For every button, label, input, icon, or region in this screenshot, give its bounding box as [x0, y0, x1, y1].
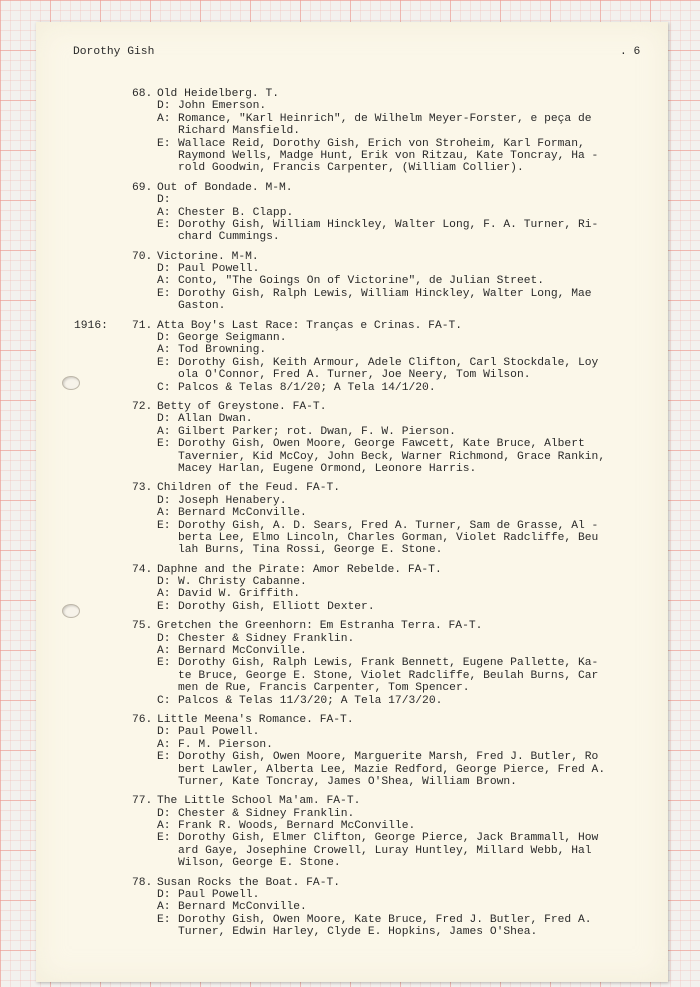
- detail-text: rold Goodwin, Francis Carpenter, (William Collier).: [178, 162, 524, 175]
- entry-detail-line: [74, 726, 605, 738]
- entry-detail-line: [74, 532, 605, 544]
- entry-detail-line: [74, 820, 605, 832]
- entry-title: The Little School Ma'am. FA-T.: [157, 795, 361, 808]
- detail-text: Raymond Wells, Madge Hunt, Erik von Ritzau, Kate Toncray, Ha -: [178, 149, 599, 162]
- detail-label: D:: [157, 100, 171, 113]
- entry-detail-line: [74, 901, 605, 913]
- detail-text: Dorothy Gish, Owen Moore, Marguerite Marsh, Fred J. Butler, Ro: [178, 751, 599, 764]
- entry-detail-line: [74, 832, 605, 844]
- entry-number: 68.: [132, 88, 153, 100]
- entry-detail-line: [74, 808, 605, 820]
- entry-detail-line: [74, 100, 605, 112]
- entry-number: 75.: [132, 620, 153, 633]
- detail-text: F. M. Pierson.: [178, 738, 273, 751]
- entry-detail-line: [74, 739, 605, 751]
- detail-label: E:: [157, 137, 171, 150]
- detail-label: A:: [157, 901, 171, 914]
- entry-year: [74, 795, 132, 807]
- entry-detail-line: [74, 764, 605, 776]
- entry-year: [74, 182, 132, 194]
- entry-year: [74, 564, 132, 576]
- detail-text: Turner, Edwin Harley, Clyde E. Hopkins, James O'Shea.: [178, 926, 538, 939]
- detail-label: E:: [157, 438, 171, 451]
- detail-text: Dorothy Gish, Ralph Lewis, Frank Bennett, Eugene Pallette, Ka-: [178, 657, 599, 670]
- entry-detail-line: [74, 451, 605, 463]
- film-entry: [74, 877, 605, 939]
- entry-title: Out of Bondade. M-M.: [157, 181, 293, 194]
- detail-text: Richard Mansfield.: [178, 125, 301, 138]
- entry-detail-line: [74, 695, 605, 707]
- detail-text: Dorothy Gish, William Hinckley, Walter Long, F. A. Turner, Ri-: [178, 218, 599, 231]
- entry-title: Betty of Greystone. FA-T.: [157, 400, 327, 413]
- film-entry: [74, 401, 605, 475]
- entry-detail-line: [74, 150, 605, 162]
- detail-label: E:: [157, 832, 171, 845]
- detail-label: [157, 150, 178, 162]
- detail-text: bert Lawler, Alberta Lee, Mazie Redford, George Pierce, Fred A.: [178, 763, 606, 776]
- detail-label: D:: [157, 726, 171, 739]
- entry-detail-line: [74, 914, 605, 926]
- entry-detail-line: [74, 332, 605, 344]
- entry-title: Atta Boy's Last Race: Tranças e Crinas. FA-T.: [157, 319, 463, 332]
- entry-detail-line: [74, 382, 605, 394]
- entry-number: 77.: [132, 795, 153, 808]
- entry-title-line: [74, 320, 605, 332]
- entry-detail-line: [74, 633, 605, 645]
- entry-detail-line: [74, 275, 605, 287]
- detail-label: [157, 670, 178, 682]
- detail-label: C:: [157, 694, 171, 707]
- detail-text: John Emerson.: [178, 100, 267, 113]
- typewritten-page: [36, 22, 668, 982]
- entry-detail-line: [74, 125, 605, 137]
- detail-label: [157, 369, 178, 381]
- detail-label: A:: [157, 507, 171, 520]
- detail-text: Dorothy Gish, A. D. Sears, Fred A. Turner, Sam de Grasse, Al -: [178, 519, 599, 532]
- detail-text: Frank R. Woods, Bernard McConville.: [178, 820, 416, 833]
- entry-detail-line: [74, 413, 605, 425]
- entry-number: 74.: [132, 563, 153, 576]
- detail-text: Joseph Henabery.: [178, 494, 287, 507]
- entry-detail-line: [74, 113, 605, 125]
- detail-text: Palcos & Telas 8/1/20; A Tela 14/1/20.: [178, 381, 436, 394]
- entry-title: Victorine. M-M.: [157, 250, 259, 263]
- entry-title-line: [74, 182, 605, 194]
- entry-detail-line: [74, 300, 605, 312]
- detail-label: A:: [157, 206, 171, 219]
- detail-text: ola O'Connor, Fred A. Turner, Joe Neery, Tom Wilson.: [178, 369, 531, 382]
- entry-year: [74, 482, 132, 494]
- detail-label: [157, 845, 178, 857]
- entry-title: Old Heidelberg. T.: [157, 88, 280, 100]
- detail-text: Paul Powell.: [178, 726, 260, 739]
- entry-detail-line: [74, 357, 605, 369]
- entry-year: [74, 877, 132, 889]
- detail-label: A:: [157, 344, 171, 357]
- entry-title: Daphne and the Pirate: Amor Rebelde. FA-T.: [157, 563, 442, 576]
- entry-year: [74, 88, 132, 100]
- detail-label: [157, 300, 178, 312]
- entry-detail-line: [74, 138, 605, 150]
- entry-number: 69.: [132, 181, 153, 194]
- film-entry: [74, 795, 605, 869]
- film-entry: [74, 482, 605, 556]
- entry-detail-line: [74, 162, 605, 174]
- detail-label: C:: [157, 381, 171, 394]
- detail-text: Macey Harlan, Eugene Ormond, Leonore Harris.: [178, 462, 477, 475]
- entry-title-line: [74, 401, 605, 413]
- detail-text: Bernard McConville.: [178, 901, 307, 914]
- detail-text: David W. Griffith.: [178, 588, 301, 601]
- detail-text: Turner, Kate Toncray, James O'Shea, William Brown.: [178, 775, 517, 788]
- detail-text: Tod Browning.: [178, 344, 267, 357]
- detail-text: Allan Dwan.: [178, 413, 253, 426]
- entry-detail-line: [74, 889, 605, 901]
- entry-detail-line: [74, 682, 605, 694]
- film-entry: [74, 714, 605, 788]
- detail-label: [157, 682, 178, 694]
- detail-label: [157, 162, 178, 174]
- detail-text: Gaston.: [178, 300, 226, 313]
- entry-number: 71.: [132, 319, 153, 332]
- film-entry: [74, 620, 605, 707]
- detail-label: A:: [157, 275, 171, 288]
- detail-text: Tavernier, Kid McCoy, John Beck, Warner Richmond, Grace Rankin,: [178, 450, 606, 463]
- detail-text: George Seigmann.: [178, 332, 287, 345]
- detail-label: E:: [157, 600, 171, 613]
- entry-number: 70.: [132, 250, 153, 263]
- detail-text: Wallace Reid, Dorothy Gish, Erich von Stroheim, Karl Forman,: [178, 137, 585, 150]
- entry-title: Susan Rocks the Boat. FA-T.: [157, 876, 341, 889]
- entry-detail-line: [74, 857, 605, 869]
- entry-detail-line: [74, 751, 605, 763]
- page-number: . 6: [620, 46, 641, 58]
- entry-detail-line: [74, 207, 605, 219]
- detail-text: Dorothy Gish, Elliott Dexter.: [178, 600, 375, 613]
- entry-year: [74, 620, 132, 632]
- entry-detail-line: [74, 495, 605, 507]
- entry-detail-line: [74, 344, 605, 356]
- entry-number: 72.: [132, 400, 153, 413]
- detail-text: Bernard McConville.: [178, 645, 307, 658]
- detail-label: [157, 776, 178, 788]
- detail-text: chard Cummings.: [178, 231, 280, 244]
- detail-text: Dorothy Gish, Ralph Lewis, William Hinckley, Walter Long, Mae: [178, 287, 592, 300]
- entry-detail-line: [74, 544, 605, 556]
- entry-title-line: [74, 251, 605, 263]
- detail-label: D:: [157, 332, 171, 345]
- detail-text: Chester & Sidney Franklin.: [178, 632, 355, 645]
- detail-text: Paul Powell.: [178, 263, 260, 276]
- entry-detail-line: [74, 845, 605, 857]
- detail-label: E:: [157, 519, 171, 532]
- detail-label: E:: [157, 356, 171, 369]
- entry-year: [74, 714, 132, 726]
- film-entry: [74, 320, 605, 394]
- detail-label: E:: [157, 751, 171, 764]
- film-entry: [74, 88, 605, 175]
- detail-label: [157, 857, 178, 869]
- entry-detail-line: [74, 263, 605, 275]
- entry-detail-line: [74, 219, 605, 231]
- entry-detail-line: [74, 601, 605, 613]
- entry-detail-line: [74, 426, 605, 438]
- detail-text: Gilbert Parker; rot. Dwan, F. W. Pierson.: [178, 425, 456, 438]
- detail-text: Conto, "The Goings On of Victorine", de Julian Street.: [178, 275, 545, 288]
- detail-label: [157, 463, 178, 475]
- entry-detail-line: [74, 369, 605, 381]
- entry-title-line: [74, 795, 605, 807]
- detail-text: W. Christy Cabanne.: [178, 576, 307, 589]
- detail-label: [157, 231, 178, 243]
- detail-text: Bernard McConville.: [178, 507, 307, 520]
- entry-title: Little Meena's Romance. FA-T.: [157, 713, 354, 726]
- detail-text: berta Lee, Elmo Lincoln, Charles Gorman, Violet Radcliffe, Beu: [178, 531, 599, 544]
- entry-detail-line: [74, 520, 605, 532]
- detail-text: Chester B. Clapp.: [178, 206, 294, 219]
- detail-label: D:: [157, 194, 171, 207]
- entry-number: 78.: [132, 876, 153, 889]
- detail-label: E:: [157, 218, 171, 231]
- detail-text: Romance, "Karl Heinrich", de Wilhelm Meyer-Forster, e peça de: [178, 112, 592, 125]
- detail-label: D:: [157, 632, 171, 645]
- entry-title-line: [74, 88, 605, 100]
- detail-text: Paul Powell.: [178, 889, 260, 902]
- detail-text: Dorothy Gish, Elmer Clifton, George Pierce, Jack Brammall, How: [178, 832, 599, 845]
- detail-text: Dorothy Gish, Owen Moore, Kate Bruce, Fred J. Butler, Fred A.: [178, 913, 592, 926]
- detail-label: [157, 764, 178, 776]
- film-entry: [74, 564, 605, 614]
- detail-label: [157, 926, 178, 938]
- entry-year: [74, 251, 132, 263]
- detail-text: men de Rue, Francis Carpenter, Tom Spencer.: [178, 682, 470, 695]
- entry-detail-line: [74, 776, 605, 788]
- entry-title: Gretchen the Greenhorn: Em Estranha Terra. FA-T.: [157, 620, 483, 633]
- entry-title-line: [74, 877, 605, 889]
- detail-label: A:: [157, 738, 171, 751]
- detail-text: Wilson, George E. Stone.: [178, 857, 341, 870]
- entry-number: 73.: [132, 482, 153, 495]
- detail-text: Dorothy Gish, Keith Armour, Adele Clifton, Carl Stockdale, Loy: [178, 356, 599, 369]
- header-name: Dorothy Gish: [73, 46, 155, 58]
- detail-text: ard Gaye, Josephine Crowell, Luray Huntley, Millard Webb, Hal: [178, 844, 592, 857]
- film-entry: [74, 251, 605, 313]
- entry-number: 76.: [132, 713, 153, 726]
- detail-label: D:: [157, 576, 171, 589]
- detail-label: A:: [157, 820, 171, 833]
- detail-label: A:: [157, 645, 171, 658]
- detail-label: E:: [157, 657, 171, 670]
- detail-label: [157, 544, 178, 556]
- entry-detail-line: [74, 645, 605, 657]
- detail-label: D:: [157, 263, 171, 276]
- entry-detail-line: [74, 657, 605, 669]
- film-entry: [74, 182, 605, 244]
- detail-text: te Bruce, George E. Stone, Violet Radcliffe, Beulah Burns, Car: [178, 669, 599, 682]
- entry-title-line: [74, 620, 605, 632]
- detail-label: D:: [157, 494, 171, 507]
- entry-detail-line: [74, 194, 605, 206]
- detail-label: [157, 532, 178, 544]
- entry-detail-line: [74, 507, 605, 519]
- entry-detail-line: [74, 588, 605, 600]
- detail-label: A:: [157, 588, 171, 601]
- detail-label: [157, 125, 178, 137]
- detail-label: D:: [157, 807, 171, 820]
- detail-label: A:: [157, 425, 171, 438]
- detail-label: D:: [157, 889, 171, 902]
- filmography-list: [74, 88, 605, 946]
- entry-year: 1916:: [74, 319, 108, 332]
- detail-label: E:: [157, 287, 171, 300]
- detail-label: [157, 451, 178, 463]
- entry-detail-line: [74, 231, 605, 243]
- entry-title-line: [74, 482, 605, 494]
- entry-year: [74, 401, 132, 413]
- entry-title-line: [74, 714, 605, 726]
- entry-detail-line: [74, 288, 605, 300]
- detail-text: Palcos & Telas 11/3/20; A Tela 17/3/20.: [178, 694, 443, 707]
- entry-detail-line: [74, 926, 605, 938]
- entry-detail-line: [74, 438, 605, 450]
- detail-label: D:: [157, 413, 171, 426]
- detail-text: lah Burns, Tina Rossi, George E. Stone.: [178, 544, 443, 557]
- detail-text: Chester & Sidney Franklin.: [178, 807, 355, 820]
- entry-detail-line: [74, 670, 605, 682]
- entry-title-line: [74, 564, 605, 576]
- detail-label: E:: [157, 913, 171, 926]
- detail-label: A:: [157, 112, 171, 125]
- entry-detail-line: [74, 463, 605, 475]
- detail-text: Dorothy Gish, Owen Moore, George Fawcett, Kate Bruce, Albert: [178, 438, 585, 451]
- entry-title: Children of the Feud. FA-T.: [157, 482, 341, 495]
- entry-detail-line: [74, 576, 605, 588]
